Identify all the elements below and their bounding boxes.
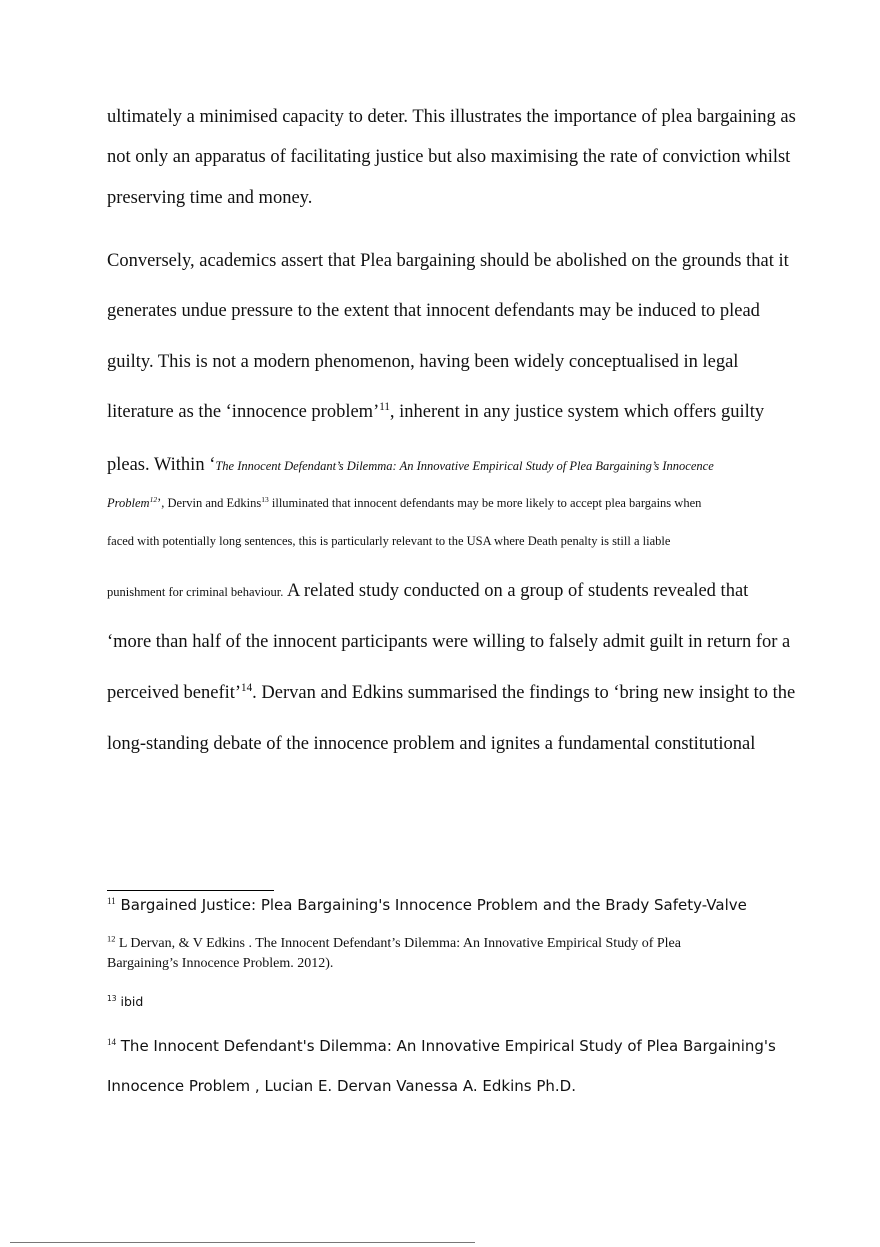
cited-title: The Innocent Defendant’s Dilemma: An Innovative Empirical Study of Plea Bargaining’s Innocence	[215, 459, 714, 473]
body-line	[107, 402, 764, 423]
footnote-ref[interactable]: 12	[149, 494, 158, 504]
body-line: preserving time and money.	[107, 188, 313, 208]
body-line	[107, 455, 714, 476]
body-line	[107, 581, 748, 602]
footnote-number: 11	[107, 896, 116, 906]
cited-title: Problem	[107, 496, 150, 510]
footnote-text: ibid	[116, 994, 144, 1009]
footnote-number: 14	[107, 1037, 116, 1047]
footnote-12-cont: Bargaining’s Innocence Problem. 2012).	[107, 956, 334, 971]
footnote-13	[107, 994, 143, 1009]
page-bottom-rule	[10, 1242, 475, 1243]
footnote-number: 12	[107, 934, 116, 944]
footnote-text: Bargained Justice: Plea Bargaining's Innocence Problem and the Brady Safety-Valve	[115, 896, 747, 914]
body-line: faced with potentially long sentences, this is particularly relevant to the USA where Death penalty is still a liable	[107, 534, 671, 548]
body-line: ‘more than half of the innocent participants were willing to falsely admit guilt in return for a	[107, 632, 791, 652]
text-run: ’, Dervin and Edkins	[157, 496, 262, 510]
footnote-ref[interactable]: 13	[261, 494, 269, 504]
body-line: ultimately a minimised capacity to deter. This illustrates the importance of plea bargaining as	[107, 107, 796, 127]
body-line: generates undue pressure to the extent that innocent defendants may be induced to plead	[107, 301, 760, 321]
text-run: , inherent in any justice system which offers guilty	[389, 402, 765, 422]
body-line	[107, 496, 701, 511]
text-run: punishment for criminal behaviour.	[107, 585, 284, 599]
text-run: illuminated that innocent defendants may be more likely to accept plea bargains when	[268, 496, 702, 510]
footnote-14-cont: Innocence Problem , Lucian E. Dervan Vanessa A. Edkins Ph.D.	[107, 1077, 576, 1095]
footnote-text: The Innocent Defendant's Dilemma: An Innovative Empirical Study of Plea Bargaining's	[116, 1037, 776, 1055]
body-line: not only an apparatus of facilitating justice but also maximising the rate of conviction whilst	[107, 147, 791, 167]
footnote-ref[interactable]: 11	[379, 400, 390, 413]
footnote-12	[107, 936, 681, 952]
footnote-number: 13	[107, 993, 117, 1003]
body-line: long-standing debate of the innocence problem and ignites a fundamental constitutional	[107, 734, 756, 754]
body-line: guilty. This is not a modern phenomenon, having been widely conceptualised in legal	[107, 352, 739, 372]
footnote-separator	[107, 890, 274, 891]
text-run: . Dervan and Edkins summarised the findings to ‘bring new insight to the	[252, 683, 796, 703]
footnote-11	[107, 896, 747, 914]
text-run: literature as the ‘innocence problem’	[107, 402, 380, 422]
footnote-text: L Dervan, & V Edkins . The Innocent Defendant’s Dilemma: An Innovative Empirical Study of Plea	[115, 936, 681, 951]
text-run: perceived benefit’	[107, 683, 242, 703]
body-line: Conversely, academics assert that Plea bargaining should be abolished on the grounds that it	[107, 251, 789, 271]
footnote-14	[107, 1037, 776, 1055]
text-run: A related study conducted on a group of students revealed that	[283, 581, 749, 601]
body-line	[107, 683, 795, 704]
text-run: pleas. Within ‘	[107, 455, 216, 475]
footnote-ref[interactable]: 14	[241, 681, 253, 694]
